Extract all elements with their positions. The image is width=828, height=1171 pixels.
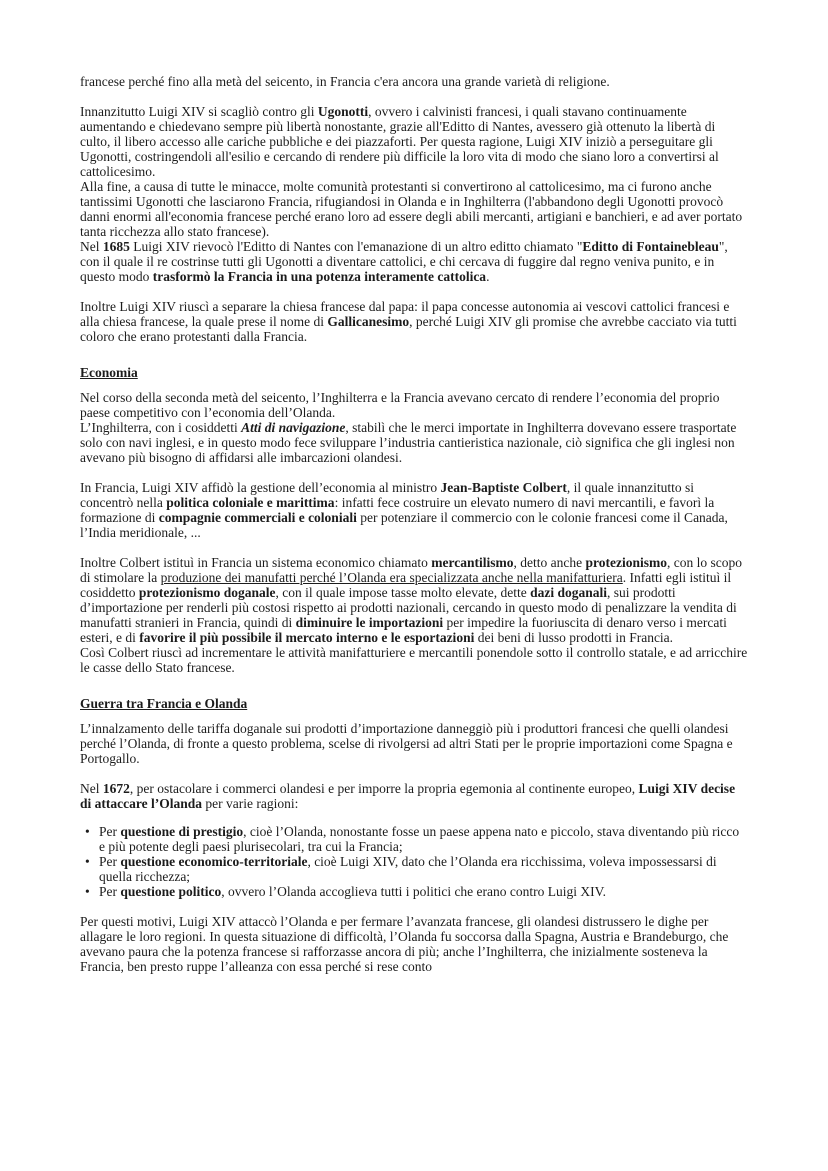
text-run: per potenziare il commercio con le colonie francesi come il Canada, l’India meridionale, ... [80,510,728,540]
paragraph [80,420,748,465]
document-content [80,74,748,974]
text-run: L’innalzamento delle tariffa doganale sui prodotti d’importazione danneggiò più i produttori francesi che quelli olandesi perché l’Olanda, di fronte a questo problema, scelse di rivolgersi ad altri Stati per le proprie importazioni come Spagna e Portogallo. [80,721,733,766]
text-run: Inoltre Colbert istituì in Francia un sistema economico chiamato [80,555,432,570]
text-run: mercantilismo [431,555,514,570]
text-run: per varie ragioni: [202,796,299,811]
blank-line [80,766,748,781]
text-run: Jean-Baptiste Colbert [440,480,567,495]
text-run: : infatti fece costruire un elevato numero di navi mercantili, e favorì la formazione di [80,495,715,525]
text-run: , perché Luigi XIV gli promise che avrebbe cacciato via tutti coloro che erano protestanti dalla Francia. [80,314,737,344]
text-run: produzione dei manufatti perché l’Olanda era specializzata anche nella manifatturiera [160,570,623,585]
text-run: Nel [80,239,103,254]
text-run: , detto anche [513,555,586,570]
text-run: Nel [80,781,103,796]
text-run: ", con il quale il re costrinse tutti gli Ugonotti a diventare cattolici, e chi cercava di fuggire dal regno veniva punito, e in questo modo [80,239,728,284]
bullet-list [80,824,748,899]
text-run: Luigi XIV rievocò l'Editto di Nantes con l'emanazione di un altro editto chiamato " [129,239,583,254]
bullet-item [80,854,748,884]
text-run: Ugonotti [317,104,369,119]
text-run: compagnie commerciali e coloniali [158,510,357,525]
text-run: dazi doganali [530,585,607,600]
text-run: , ovvero i calvinisti francesi, i quali stavano continuamente aumentando e chiedevano sempre più libertà nonostante, grazie all'Editto di Nantes, avessero già ottenuto la libertà di culto, il libero accesso alle cariche pubbliche e dei piazzaforti. Per questa ragione, Luigi XIV iniziò a perseguitare gli Ugonotti, costringendoli all'esilio e cercando di rendere più difficile la loro vita di modo che siano loro a convertirsi al cattolicesimo. [80,104,719,179]
blank-line [80,465,748,480]
text-run: Alla fine, a causa di tutte le minacce, molte comunità protestanti si convertirono al cattolicesimo, ma ci furono anche tantissimi Ugonotti che lasciarono Francia, rifugiandosi in Olanda e in Inghilterra (l'abbandono degli Ugonotti provocò danni enormi all'economia francese perché erano loro ad essere degli abili mercanti, artigiani e banchieri, e ad aver portato tanta ricchezza allo stato francese). [80,179,743,239]
text-run: Luigi XIV decise di attaccare l’Olanda [80,781,736,811]
text-run: , il quale innanzitutto si concentrò nella [80,480,695,510]
blank-line [80,675,748,690]
paragraph [80,781,748,811]
text-run: Così Colbert riuscì ad incrementare le attività manifatturiere e mercantili ponendole sotto il controllo statale, e ad arricchire le casse dello Stato francese. [80,645,748,675]
text-run: Per [99,824,121,839]
text-run: per impedire la fuoriuscita di denaro verso i mercati esteri, e di [80,615,727,645]
paragraph [80,239,748,284]
text-run: questione politico [120,884,222,899]
bullet-item [80,824,748,854]
text-run: diminuire le importazioni [295,615,444,630]
blank-line [80,344,748,359]
blank-line [80,811,748,824]
text-run: , cioè Luigi XIV, dato che l’Olanda era ricchissima, voleva impossessarsi di quella ricchezza; [99,854,717,884]
paragraph [80,914,748,974]
text-run: francese perché fino alla metà del seicento, in Francia c'era ancora una grande varietà di religione. [80,74,610,89]
text-run: , con lo scopo di stimolare la [80,555,743,585]
text-run: , cioè l’Olanda, nonostante fosse un paese appena nato e piccolo, stava diventando più ricco e più potente degli paesi plurisecolari, tra cui la Francia; [99,824,740,854]
bullet-icon: • [85,884,90,899]
text-run: L’Inghilterra, con i cosiddetti [80,420,242,435]
text-run: Innanzitutto Luigi XIV si scagliò contro gli [80,104,318,119]
blank-line [80,899,748,914]
text-run: Atti di navigazione [241,420,346,435]
text-run: , sui prodotti d’importazione per renderli più costosi rispetto ai prodotti nazionali, cercando in questo modo di penalizzare la vendita di manufatti stranieri in Francia, quindi di [80,585,737,630]
text-run: , per ostacolare i commerci olandesi e per imporre la propria egemonia al continente europeo, [129,781,639,796]
paragraph [80,104,748,179]
blank-line [80,284,748,299]
text-run: questione di prestigio [120,824,244,839]
paragraph [80,721,748,766]
text-run: 1685 [102,239,130,254]
bullet-icon: • [85,824,90,839]
text-run: Editto di Fontainebleau [582,239,719,254]
text-run: . [486,269,490,284]
text-run: Per [99,884,121,899]
paragraph [80,555,748,645]
heading-economia [80,365,748,380]
text-run: Nel corso della seconda metà del seicento, l’Inghilterra e la Francia avevano cercato di rendere l’economia del proprio paese competitivo con l’economia dell’Olanda. [80,390,720,420]
text-run: In Francia, Luigi XIV affidò la gestione dell’economia al ministro [80,480,441,495]
text-run: trasformò la Francia in una potenza interamente cattolica [152,269,487,284]
text-run: Per [99,854,121,869]
text-run: , con il quale impose tasse molto elevate, dette [275,585,531,600]
text-run: Economia [80,365,138,380]
bullet-item [80,884,748,899]
paragraph [80,390,748,420]
paragraph [80,645,748,675]
text-run: questione economico-territoriale [120,854,308,869]
blank-line [80,89,748,104]
text-run: politica coloniale e marittima [166,495,335,510]
text-run: Gallicanesimo [327,314,410,329]
text-run: protezionismo [585,555,668,570]
paragraph [80,179,748,239]
paragraph [80,74,748,89]
paragraph [80,480,748,540]
text-run: , stabilì che le merci importate in Inghilterra dovevano essere trasportate solo con navi inglesi, e in questo modo fece sviluppare l’industria cantieristica nazionale, ciò significa che gli inglesi non avevano più bisogno di affidarsi alle imbarcazioni olandesi. [80,420,737,465]
heading-guerra-francia-olanda [80,696,748,711]
text-run: . Infatti egli istituì il cosiddetto [80,570,732,600]
text-run: , ovvero l’Olanda accoglieva tutti i politici che erano contro Luigi XIV. [221,884,607,899]
bullet-icon: • [85,854,90,869]
text-run: dei beni di lusso prodotti in Francia. [474,630,674,645]
text-run: favorire il più possibile il mercato interno e le esportazioni [139,630,475,645]
text-run: Inoltre Luigi XIV riuscì a separare la chiesa francese dal papa: il papa concesse autonomia ai vescovi cattolici francesi e alla chiesa francese, la quale prese il nome di [80,299,730,329]
text-run: 1672 [102,781,130,796]
text-run: protezionismo doganale [138,585,276,600]
blank-line [80,540,748,555]
paragraph [80,299,748,344]
text-run: Per questi motivi, Luigi XIV attaccò l’Olanda e per fermare l’avanzata francese, gli olandesi distrussero le dighe per allagare le loro regioni. In questa situazione di difficoltà, l’Olanda fu soccorsa dalla Spagna, Austria e Brandeburgo, che avevano paura che la potenza francese si rafforzasse ancora di più; anche l’Inghilterra, che inizialmente sosteneva la Francia, ben presto ruppe l’alleanza con essa perché si rese conto [80,914,729,974]
text-run: Guerra tra Francia e Olanda [80,696,248,711]
